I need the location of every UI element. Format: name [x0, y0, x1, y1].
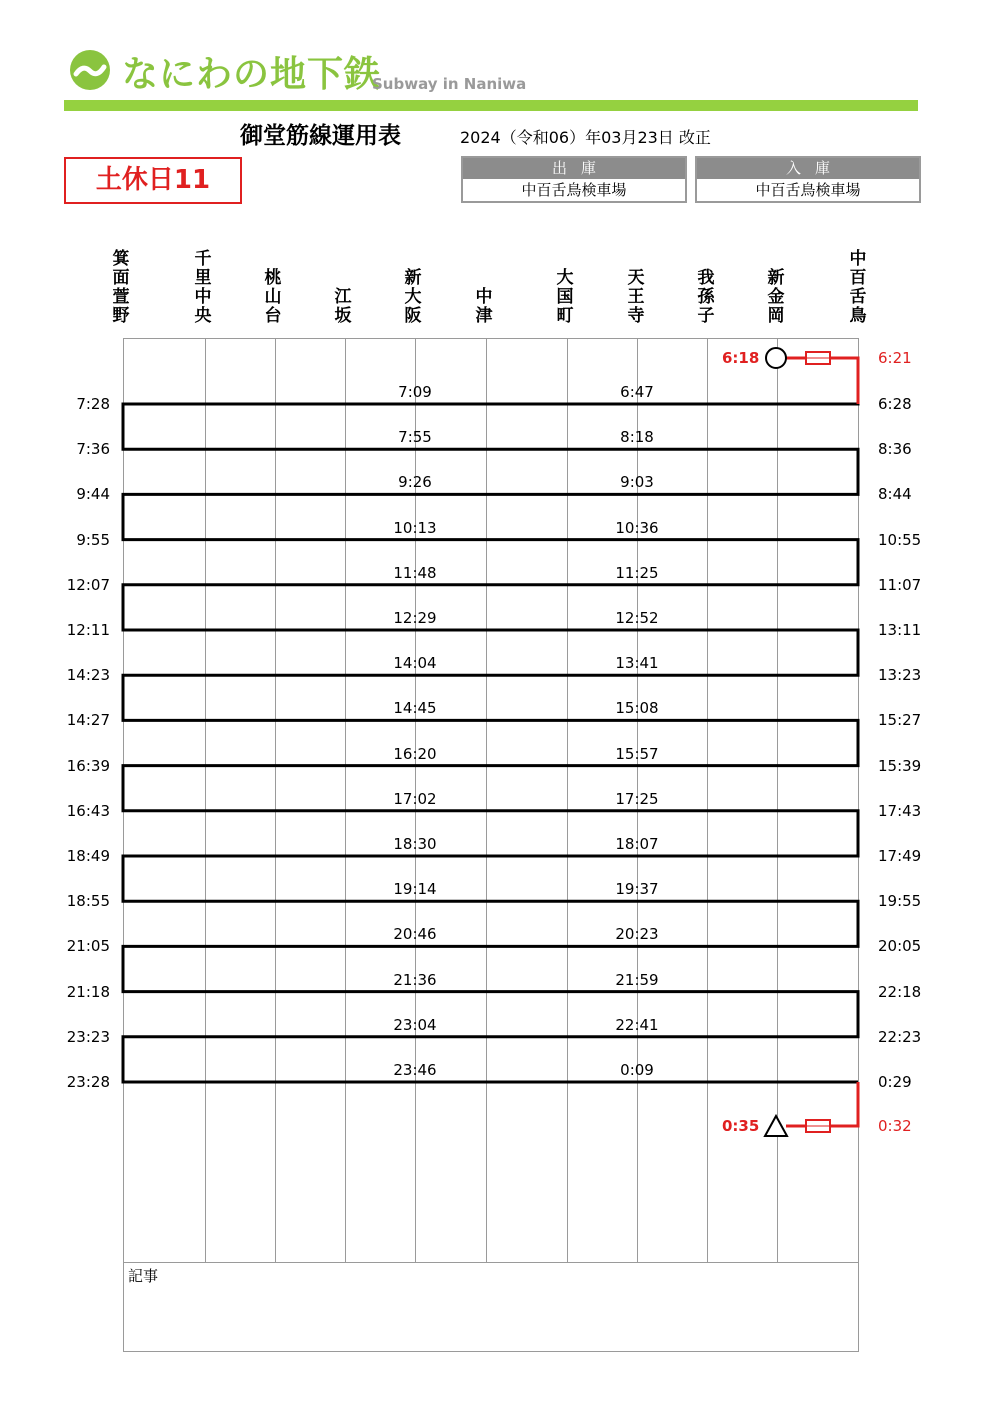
time-tennoji: 22:41 — [615, 1015, 659, 1034]
station-label: 中百舌鳥 — [849, 249, 867, 326]
time-nakamozu: 20:05 — [878, 937, 922, 956]
depot-in-end-time: 0:35 — [722, 1117, 760, 1135]
time-minoh-kayano: 7:28 — [76, 395, 110, 413]
day-type-badge: 土休日11 — [64, 157, 242, 204]
time-minoh-kayano: 14:23 — [66, 666, 110, 685]
time-tennoji: 10:36 — [615, 518, 659, 537]
time-shin-osaka: 14:45 — [393, 699, 437, 718]
time-nakamozu: 0:29 — [878, 1073, 912, 1091]
route-line — [123, 358, 858, 1082]
time-minoh-kayano: 23:28 — [66, 1073, 110, 1091]
time-minoh-kayano: 9:44 — [76, 485, 110, 504]
time-nakamozu: 17:43 — [878, 801, 922, 820]
time-shin-osaka: 23:46 — [393, 1061, 437, 1079]
depot-in-label: 入庫 — [697, 158, 919, 179]
depot-end-triangle-icon — [765, 1116, 787, 1136]
time-nakamozu: 10:55 — [878, 530, 922, 549]
depot-out-label: 出庫 — [463, 158, 685, 179]
time-shin-osaka: 14:04 — [393, 654, 437, 673]
time-minoh-kayano: 21:18 — [66, 982, 110, 1001]
time-shin-osaka: 7:55 — [398, 428, 432, 447]
time-shin-osaka: 7:09 — [398, 383, 432, 401]
time-nakamozu: 11:07 — [878, 575, 922, 594]
time-nakamozu: 8:36 — [878, 440, 912, 459]
time-minoh-kayano: 23:23 — [66, 1027, 110, 1046]
depot-in-place: 中百舌鳥検車場 — [755, 181, 861, 199]
time-shin-osaka: 10:13 — [393, 518, 437, 537]
notes-label: 記事 — [128, 1267, 159, 1285]
page-title: 御堂筋線運用表 — [240, 123, 401, 149]
depot-out-arrive-time: 6:21 — [878, 349, 912, 367]
time-minoh-kayano: 18:55 — [66, 892, 110, 911]
time-tennoji: 6:47 — [620, 383, 654, 401]
time-minoh-kayano: 16:43 — [66, 801, 110, 820]
station-label: 天王寺 — [627, 268, 645, 326]
time-tennoji: 11:25 — [615, 563, 659, 582]
station-label: 千里中央 — [194, 249, 212, 326]
time-shin-osaka: 19:14 — [393, 880, 437, 899]
time-minoh-kayano: 14:27 — [66, 711, 110, 730]
station-label: 江坂 — [334, 287, 352, 326]
time-shin-osaka: 16:20 — [393, 744, 437, 763]
time-shin-osaka: 20:46 — [393, 925, 437, 944]
time-tennoji: 21:59 — [615, 970, 659, 989]
time-minoh-kayano: 9:55 — [76, 530, 110, 549]
time-nakamozu: 6:28 — [878, 395, 912, 413]
depot-out-place: 中百舌鳥検車場 — [521, 181, 627, 199]
logo-subtitle: Subway in Naniwa — [372, 75, 527, 93]
time-shin-osaka: 21:36 — [393, 970, 437, 989]
time-nakamozu: 15:27 — [878, 711, 922, 730]
station-label: 中津 — [475, 287, 493, 326]
time-shin-osaka: 18:30 — [393, 835, 437, 853]
time-tennoji: 19:37 — [615, 880, 659, 899]
station-label: 箕面萱野 — [112, 249, 130, 326]
depot-start-circle-icon — [766, 348, 786, 368]
time-minoh-kayano: 12:07 — [66, 575, 110, 594]
time-minoh-kayano: 7:36 — [76, 440, 110, 459]
time-tennoji: 15:08 — [615, 699, 659, 718]
depot-in-depart-time: 0:32 — [878, 1117, 912, 1135]
station-label: 大国町 — [556, 268, 574, 326]
time-shin-osaka: 23:04 — [393, 1015, 437, 1034]
time-tennoji: 8:18 — [620, 428, 654, 447]
time-nakamozu: 13:23 — [878, 666, 922, 685]
logo-text: なにわの地下鉄 — [122, 54, 382, 95]
time-minoh-kayano: 12:11 — [66, 621, 110, 639]
time-shin-osaka: 12:29 — [393, 609, 437, 627]
time-minoh-kayano: 18:49 — [66, 847, 110, 865]
time-tennoji: 18:07 — [615, 835, 659, 853]
time-tennoji: 15:57 — [615, 744, 659, 763]
station-label: 新大阪 — [404, 268, 422, 326]
station-label: 新金岡 — [767, 268, 785, 326]
time-nakamozu: 17:49 — [878, 847, 922, 865]
time-tennoji: 17:25 — [615, 789, 659, 808]
station-label: 桃山台 — [264, 268, 282, 326]
time-nakamozu: 8:44 — [878, 485, 912, 504]
time-minoh-kayano: 16:39 — [66, 756, 110, 775]
time-nakamozu: 22:23 — [878, 1027, 922, 1046]
time-minoh-kayano: 21:05 — [66, 937, 110, 956]
time-shin-osaka: 9:26 — [398, 473, 432, 492]
station-label: 我孫子 — [697, 268, 715, 326]
time-nakamozu: 19:55 — [878, 892, 922, 911]
time-shin-osaka: 11:48 — [393, 563, 437, 582]
time-tennoji: 9:03 — [620, 473, 654, 492]
time-nakamozu: 22:18 — [878, 982, 922, 1001]
time-tennoji: 13:41 — [615, 654, 659, 673]
time-tennoji: 0:09 — [620, 1061, 654, 1079]
time-nakamozu: 15:39 — [878, 756, 922, 775]
time-tennoji: 20:23 — [615, 925, 659, 944]
time-shin-osaka: 17:02 — [393, 789, 437, 808]
time-tennoji: 12:52 — [615, 609, 659, 627]
revision-date: 2024（令和06）年03月23日 改正 — [460, 128, 711, 147]
time-nakamozu: 13:11 — [878, 621, 922, 639]
depot-out-start-time: 6:18 — [722, 349, 760, 367]
